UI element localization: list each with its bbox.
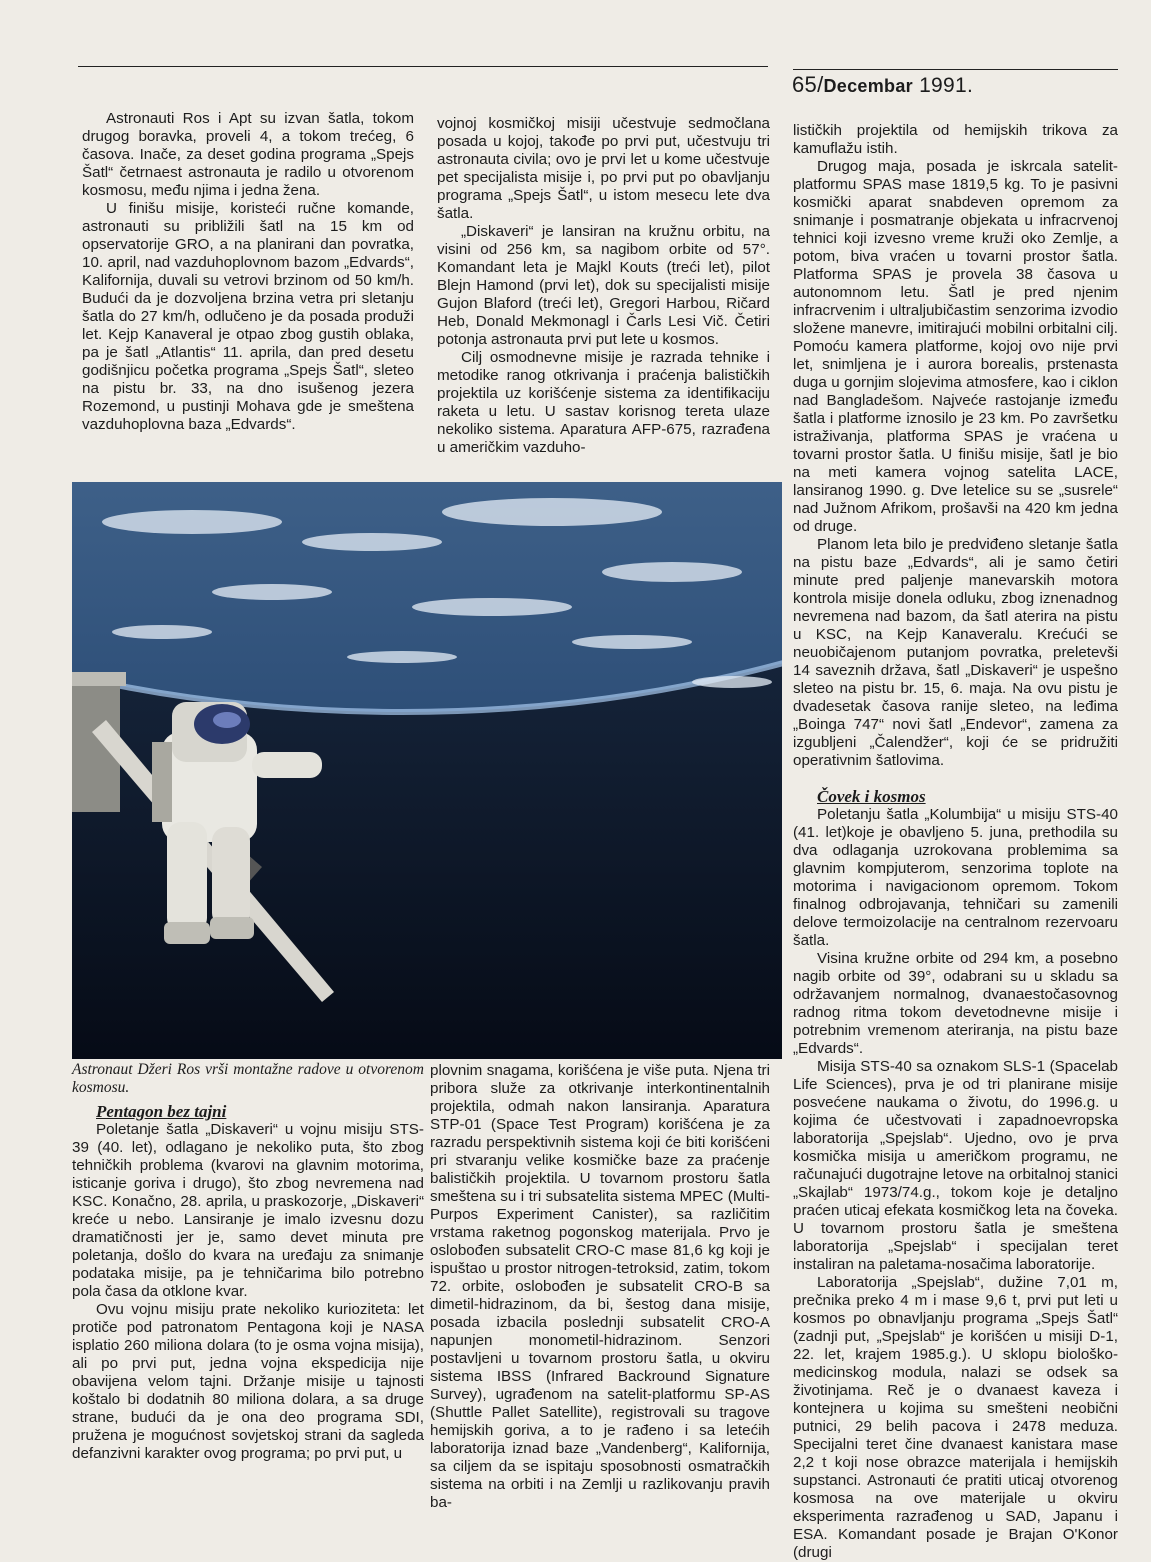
paragraph: Misija STS-40 sa oznakom SLS-1 (Spacelab Life Sciences), prva je od tri planirane misije posvećene naukama o životu, do 1996.g. u kojima će učestvovati i zapadnoevropska laboratorija „Spejslab“. Ujedno, ovo je prva kosmička misija u američkom programu, ne računajući dugotrajne letove na orbitalnoj stanici „Skajlab“ 1973/74.g., tokom koje je detaljno praćen uticaj efekata kosmičkog leta na čoveka. U tovarnom prostoru šatla je smeštena laboratorija „Spejslab“ i specijalan teret instaliran na paletama-nosačima laboratorije.	[793, 1058, 1118, 1273]
issue-label	[792, 72, 973, 98]
paragraph: „Diskaveri“ je lansiran na kružnu orbitu, na visini od 256 km, sa nagibom orbite od 57°. Komandant leta je Majkl Kouts (treći let), pilot Blejn Hamond (prvi let), dok su specijalisti misije Gujon Blaford (treći let), Gregori Harbou, Ričard Heb, Donald Mekmonagl i Čarls Lesi Vič. Četiri potonja astronauta prvi put lete u kosmos.	[437, 223, 770, 348]
paragraph: Cilj osmodnevne misije je razrada tehnike i metodike ranog otkrivanja i praćenja balističkih projektila uz korišćenje sistema za identifikaciju raketa u letu. U sastav korisnog tereta ulaze nekoliko sistema. Aparatura AFP-675, razrađena u američkim vazduho-	[437, 349, 770, 456]
page-number: 65/	[792, 72, 824, 97]
column-2-bottom	[430, 1062, 770, 1512]
paragraph: Laboratorija „Spejslab“, dužine 7,01 m, prečnika preko 4 m i mase 9,6 t, prvi put leti u kosmos po obnavljanju programa „Spejs Šatl“ (zadnji put, „Spejslab“ je korišćen u misiji D-1, 22. let, krajem 1985.g.). U sklopu biološko-medicinskog modula, nalazi se odsek sa životinjama. Reč je o dvanaest kaveza i kontejnera u kojima su smešteni neobični putnici, 29 belih pacova i 2478 meduza. Specijalni teret čine dvanaest kanistara mase 2,2 t koji nose obrazce materijala i hemijskih supstanci. Astronauti će pratiti uticaj otvorenog kosmosa na ove materijale u okviru eksperimenta razrađenog u SAD, Japanu i ESA. Komandant posade je Brajan O'Konor (drugi	[793, 1274, 1118, 1561]
header-rule-right	[793, 69, 1118, 70]
astronaut-photo	[72, 482, 782, 1059]
issue-year: 1991.	[912, 74, 974, 97]
paragraph: vojnoj kosmičkoj misiji učestvuje sedmočlana posada u kojoj, takođe po prvi put, učestvuju tri astronauta civila; ovo je prvi let u kome učestvuje pet specijalista misije i, po prvi put po obavljanju programa „Spejs Šatl“, u istom mesecu lete dva šatla.	[437, 115, 770, 222]
column-2-top	[437, 115, 770, 457]
column-3	[793, 122, 1118, 1562]
paragraph: lističkih projektila od hemijskih trikova za kamuflažu istih.	[793, 122, 1118, 157]
issue-month: Decembar	[823, 76, 913, 96]
column-1-bottom	[72, 1061, 424, 1463]
paragraph: U finišu misije, koristeći ručne komande, astronauti su približili šatl na 15 km od opservatorije GRO, a na planirani dan povratka, 10. april, nad vazduhoplovnom bazom „Edvards“, Kalifornija, duvali su vetrovi brzinom od 50 km/h. Budući da je dozvoljena brzina vetra pri sletanju šatla do 27 km/h, odlučeno je da posada produži let. Kejp Kanaveral je otpao zbog gustih oblaka, pa je šatl „Atlantis“ 11. aprila, dan pred desetu godišnjicu početka programa „Spejs Šatl“, sleteo na pistu br. 33, na dno isušenog jezera Rozemond, u pustinji Mohava gde je smeštena vazduhoplovna baza „Edvards“.	[82, 200, 414, 433]
photo-caption: Astronaut Džeri Ros vrši montažne radove u otvorenom kosmosu.	[72, 1061, 424, 1096]
paragraph: Planom leta bilo je predviđeno sletanje šatla na pistu baze „Edvards“, ali je samo četiri minute pred paljenje manevarskih motora kontrola misije donela odluku, zbog iznenadnog nevremena nad bazom, da šatl aterira na pistu u KSC, na Kejp Kanaveralu. Krećući se neuobičajenom putanjom povratka, preletevši 14 saveznih država, šatl „Diskaveri“ je uspešno sleteo na pistu br. 15, 6. maja. Na ovu pistu je dvadesetak časova ranije sleteo, na leđima „Boinga 747“ novi šatl „Endevor“, zamena za izgubljeni „Čalendžer“, koji će se pridružiti operativnim šatlovima.	[793, 536, 1118, 769]
header-rule-left	[78, 66, 768, 67]
paragraph: Astronauti Ros i Apt su izvan šatla, tokom drugog boravka, proveli 4, a tokom trećeg, 6 časova. Inače, za deset godina programa „Spejs Šatl“ četrnaest astronauta je radilo u otvorenom kosmosu, među njima i jedna žena.	[82, 110, 414, 199]
paragraph: Ovu vojnu misiju prate nekoliko kurioziteta: let protiče pod patronatom Pentagona koji je NASA isplatio 260 miliona dolara (to je osma vojna misija), ali po prvi put, jedna vojna ekspedicija nije obavijena velom tajni. Držanje misije u tajnosti koštalo bi dodatnih 80 miliona dolara, a sa druge strane, budući da je ona deo programa SDI, pružena je mogućnost sovjetskoj strani da sagleda defanzivni karakter ovog programa; po prvi put, u	[72, 1301, 424, 1462]
section-heading-pentagon: Pentagon bez tajni	[96, 1102, 227, 1121]
paragraph: Poletanje šatla „Diskaveri“ u vojnu misiju STS-39 (40. let), odlagano je nekoliko puta, što zbog tehničkih problema (kvarovi na glavnim motorima, isticanje goriva i drugo), što zbog nevremena nad KSC. Konačno, 28. aprila, u praskozorje, „Diskaveri“ kreće u nebo. Lansiranje je imalo izvesnu dozu dramatičnosti jer je, samo devet minuta pre poletanja, došlo do kvara na uređaju za snimanje podataka misije, pa je tehničarima bilo potrebno pola časa da otklone kvar.	[72, 1121, 424, 1300]
earth-and-astronaut-illustration	[72, 482, 782, 1059]
paragraph: Drugog maja, posada je iskrcala satelit-platformu SPAS mase 1819,5 kg. To je pasivni kosmički aparat snabdeven opremom za snimanje i posmatranje objekata u infracrvenoj tehnici koji izvesno vreme kruži oko Zemlje, a potom, biva vraćen u tovarni prostor šatla. Platforma SPAS je provela 38 časova u autonomnom letu. Šatl je pred njenim infracrvenim i ultraljubičastim senzorima izvodio složene manevre, imitirajući mobilni orbitalni cilj. Pomoću kamera platforme, kojoj ovo nije prvi let, snimljena je i aurora borealis, prstenasta duga u gornjim slojevima atmosfere, kao i ciklon nad Bangladešom. Najveće rastojanje između šatla i platforme iznosilo je 23 km. Po završetku istraživanja, platforma SPAS je vraćena u tovarni prostor šatla. U finišu misije, šatl je bio na meti kamera vojnog satelita LACE, lansiranog 1990. g. Dve letelice su se „susrele“ nad Južnom Afrikom, prošavši na 420 km jedna od druge.	[793, 158, 1118, 535]
section-heading-covek: Čovek i kosmos	[817, 787, 926, 806]
paragraph: plovnim snagama, korišćena je više puta. Njena tri pribora služe za otkrivanje interkontinentalnih projektila, odmah nakon lansiranja. Aparatura STP-01 (Space Test Program) korišćena je za razradu perspektivnih sistema koji će biti korišćeni pri stvaranju velike kosmičke baze za praćenje balističkih projektila. U tovarnom prostoru šatla smeštena su i tri subsatelita sistema MPEC (Multi-Purpos Experiment Canister), sa različitim vrstama raketnog pogonskog materijala. Prvo je oslobođen subsatelit CRO-C mase 81,6 kg koji je ispuštao u prostor nitrogen-tetroksid, zatim, tokom 72. orbite, oslobođen je subsatelit CRO-B sa dimetil-hidrazinom, da bi, šestog dana misije, posada izbacila poslednji subsatelit CRO-A napunjen monometil-hidrazinom. Senzori postavljeni u tovarnom prostoru šatla, u okviru sistema IBSS (Infrared Backround Signature Survey), ugrađenom na satelit-platformu SP-AS (Shuttle Pallet Satellite), registrovali su tragove hemijskih goriva, a to je rađeno i sa letećih laboratorija iznad baze „Vandenberg“, Kalifornija, sa ciljem da se ispitaju sposobnosti osmatračkih sistema na orbiti i na Zemlji u razlikovanju pravih ba-	[430, 1062, 770, 1511]
column-1-top	[82, 110, 414, 434]
paragraph: Poletanju šatla „Kolumbija“ u misiju STS-40 (41. let)koje je obavljeno 5. juna, prethodila su dva odlaganja uzrokovana problemima sa glavnim kompjuterom, senzorima toplote na motorima i navigacionom opremom. Tokom finalnog odbrojavanja, tehničari su zamenili delove termoizolacije na centralnom rezervoaru šatla.	[793, 806, 1118, 949]
paragraph: Visina kružne orbite od 294 km, a posebno nagib orbite od 39°, odabrani su u skladu sa održavanjem normalnog, dvanaestočasovnog radnog ritma tokom devetodnevne misije i potrebnim vremenom ateriranja, na pistu baze „Edvards“.	[793, 950, 1118, 1057]
